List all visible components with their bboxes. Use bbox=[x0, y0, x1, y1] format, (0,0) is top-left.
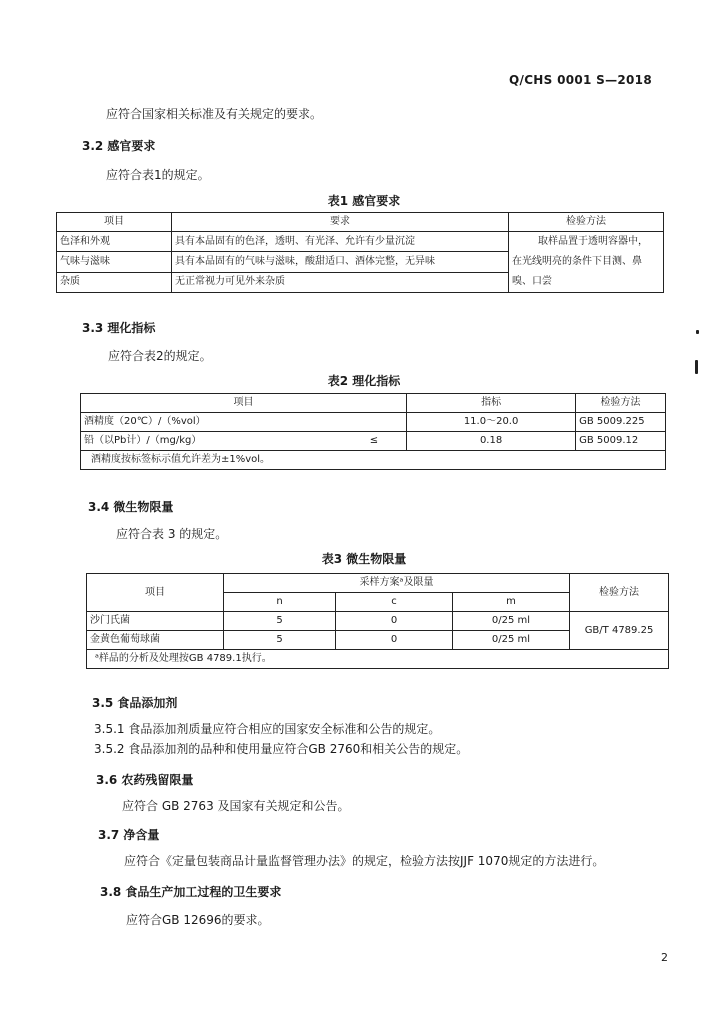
table-header-row bbox=[57, 213, 664, 232]
table-3-microbial bbox=[86, 573, 669, 669]
table-cell: 0/25 ml bbox=[453, 612, 570, 631]
section-3-4-text: 应符合表 3 的规定。 bbox=[116, 527, 228, 541]
table-cell bbox=[329, 413, 406, 432]
table-note-row bbox=[81, 451, 666, 470]
section-3-6-heading: 3.6 农药残留限量 bbox=[96, 773, 194, 787]
table-cell: 5 bbox=[224, 612, 336, 631]
section-3-6-text: 应符合 GB 2763 及国家有关规定和公告。 bbox=[122, 799, 350, 813]
table-cell: ≤ bbox=[329, 432, 406, 451]
table-row bbox=[57, 232, 664, 252]
table-header-cell: 项目 bbox=[87, 574, 224, 612]
scan-speck bbox=[695, 360, 698, 374]
table-header-row bbox=[81, 394, 666, 413]
table-cell: 杂质 bbox=[57, 272, 172, 292]
table-header-cell: 要求 bbox=[172, 213, 509, 232]
section-3-5-2-text: 3.5.2 食品添加剂的品种和使用量应符合GB 2760和相关公告的规定。 bbox=[94, 742, 469, 756]
table-row bbox=[81, 413, 666, 432]
table-2-physicochemical bbox=[80, 393, 666, 470]
table-header-cell: 检验方法 bbox=[509, 213, 664, 232]
table-row bbox=[81, 432, 666, 451]
section-3-2-text: 应符合表1的规定。 bbox=[106, 168, 210, 182]
table-header-cell: c bbox=[336, 593, 453, 612]
method-line: 嗅、口尝 bbox=[512, 276, 552, 287]
table-cell: 5 bbox=[224, 631, 336, 650]
table-2-caption: 表2 理化指标 bbox=[327, 374, 401, 388]
table-cell: 气味与滋味 bbox=[57, 252, 172, 272]
table-cell: GB 5009.225 bbox=[576, 413, 666, 432]
table-header-cell: n bbox=[224, 593, 336, 612]
table-cell: 金黄色葡萄球菌 bbox=[87, 631, 224, 650]
table-cell: 具有本品固有的色泽，透明、有光泽、允许有少量沉淀 bbox=[172, 232, 509, 252]
table-1-sensory bbox=[56, 212, 664, 293]
section-3-5-heading: 3.5 食品添加剂 bbox=[92, 696, 178, 710]
table-header-cell: 项目 bbox=[81, 394, 407, 413]
table-cell: 无正常视力可见外来杂质 bbox=[172, 272, 509, 292]
table-header-cell: m bbox=[453, 593, 570, 612]
scan-speck bbox=[696, 330, 699, 334]
table-note: ᵃ样品的分析及处理按GB 4789.1执行。 bbox=[87, 650, 669, 669]
table-cell: 0/25 ml bbox=[453, 631, 570, 650]
section-3-3-text: 应符合表2的规定。 bbox=[108, 349, 212, 363]
table-cell: 0 bbox=[336, 612, 453, 631]
section-3-5-1-text: 3.5.1 食品添加剂质量应符合相应的国家安全标准和公告的规定。 bbox=[94, 722, 441, 736]
table-3-caption: 表3 微生物限量 bbox=[321, 552, 407, 566]
section-3-4-heading: 3.4 微生物限量 bbox=[88, 500, 174, 514]
table-note: 酒精度按标签标示值允许差为±1%vol。 bbox=[81, 451, 666, 470]
section-3-7-heading: 3.7 净含量 bbox=[98, 828, 160, 842]
table-note-row bbox=[87, 650, 669, 669]
table-cell: 11.0～20.0 bbox=[407, 413, 576, 432]
section-3-7-text: 应符合《定量包装商品计量监督管理办法》的规定，检验方法按JJF 1070规定的方法进行。 bbox=[124, 854, 605, 868]
table-cell: 具有本品固有的气味与滋味，酸甜适口、酒体完整，无异味 bbox=[172, 252, 509, 272]
section-3-8-text: 应符合GB 12696的要求。 bbox=[126, 913, 270, 927]
table-header-cell: 项目 bbox=[57, 213, 172, 232]
table-cell: GB 5009.12 bbox=[576, 432, 666, 451]
document-code: Q/CHS 0001 S—2018 bbox=[509, 73, 652, 87]
section-3-2-heading: 3.2 感官要求 bbox=[82, 139, 156, 153]
table-cell: 沙门氏菌 bbox=[87, 612, 224, 631]
section-3-3-heading: 3.3 理化指标 bbox=[82, 321, 156, 335]
table-header-row bbox=[87, 574, 669, 593]
table-cell: 0 bbox=[336, 631, 453, 650]
table-1-caption: 表1 感官要求 bbox=[327, 194, 401, 208]
section-3-8-heading: 3.8 食品生产加工过程的卫生要求 bbox=[100, 885, 282, 899]
table-header-cell: 检验方法 bbox=[576, 394, 666, 413]
table-cell: 酒精度（20℃）/（%vol） bbox=[81, 413, 330, 432]
intro-text: 应符合国家相关标准及有关规定的要求。 bbox=[106, 107, 323, 121]
table-method-cell: GB/T 4789.25 bbox=[570, 612, 669, 650]
table-cell: 色泽和外观 bbox=[57, 232, 172, 252]
method-line: 取样品置于透明容器中， bbox=[538, 236, 648, 247]
table-header-cell: 检验方法 bbox=[570, 574, 669, 612]
table-row bbox=[87, 612, 669, 631]
page-number: 2 bbox=[661, 951, 668, 964]
table-cell: 铅（以Pb计）/（mg/kg） bbox=[81, 432, 330, 451]
table-cell: 0.18 bbox=[407, 432, 576, 451]
table-header-cell: 指标 bbox=[407, 394, 576, 413]
table-header-cell: 采样方案ᵃ及限量 bbox=[224, 574, 570, 593]
method-line: 在光线明亮的条件下目测、鼻 bbox=[512, 256, 642, 267]
table-method-cell bbox=[509, 232, 664, 293]
